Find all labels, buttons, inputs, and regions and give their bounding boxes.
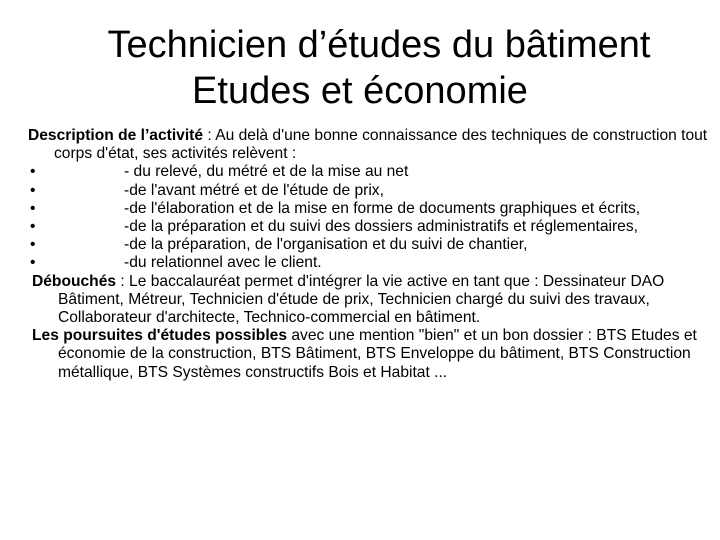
list-item xyxy=(28,236,708,254)
list-item-text: -de la préparation, de l'organisation et du suivi de chantier, xyxy=(124,236,528,254)
page-title xyxy=(0,22,720,114)
description-paragraph xyxy=(28,127,708,163)
bullet-icon: • xyxy=(30,181,36,199)
title-line-2: Etudes et économie xyxy=(192,70,528,112)
content-body xyxy=(28,127,708,382)
list-item xyxy=(28,163,708,181)
bullet-icon: • xyxy=(30,218,36,236)
description-text: : Au delà d'une bonne connaissance des techniques de construction tout corps d'état, ses activités relèvent : xyxy=(54,127,708,163)
list-item-text: -de la préparation et du suivi des dossiers administratifs et réglementaires, xyxy=(124,218,638,236)
bullet-icon: • xyxy=(30,163,36,181)
bullet-icon: • xyxy=(30,199,36,217)
list-item-text: - du relevé, du métré et de la mise au net xyxy=(124,163,409,181)
activities-list xyxy=(28,163,708,272)
description-label: Description de l’activité xyxy=(28,127,204,144)
list-item-text: -de l'élaboration et de la mise en forme de documents graphiques et écrits, xyxy=(124,199,641,217)
list-item xyxy=(28,182,708,200)
list-item-text: -de l'avant métré et de l'étude de prix, xyxy=(124,181,384,199)
poursuites-paragraph xyxy=(32,327,708,382)
debouches-text: : Le baccalauréat permet d'intégrer la vie active en tant que : Dessinateur DAO Bâtiment, Métreur, Technicien d'étude de prix, Technicien chargé du suivi des travaux, Collaborateur d'architecte, Technico-commercial en bâtiment. xyxy=(58,272,665,327)
list-item xyxy=(28,200,708,218)
bullet-icon: • xyxy=(30,254,36,272)
list-item-text: -du relationnel avec le client. xyxy=(124,254,322,272)
title-line-1: Technicien d’études du bâtiment xyxy=(107,24,651,66)
bullet-icon: • xyxy=(30,236,36,254)
list-item xyxy=(28,218,708,236)
poursuites-text: avec une mention "bien" et un bon dossier : BTS Etudes et économie de la construction, BTS Bâtiment, BTS Enveloppe du bâtiment, BTS Construction métallique, BTS Systèmes constructifs Bois et Habitat ... xyxy=(58,327,697,381)
poursuites-label: Les poursuites d'études possibles xyxy=(32,327,288,345)
list-item xyxy=(28,254,708,272)
debouches-paragraph xyxy=(32,273,708,328)
debouches-label: Débouchés xyxy=(32,272,117,290)
